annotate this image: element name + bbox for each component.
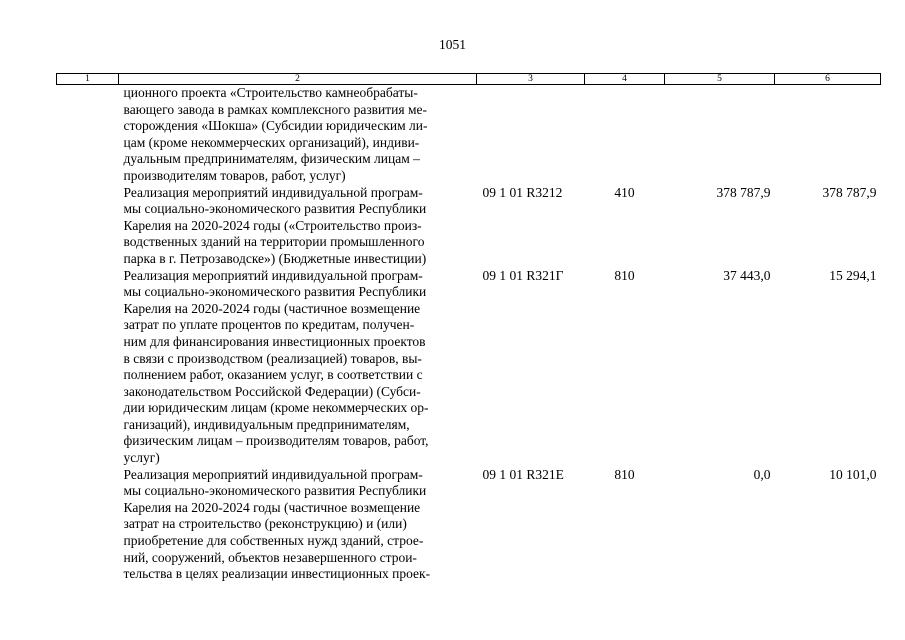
amount-col5-cell: 37 443,0 [723,267,771,283]
amount-col6-cell [775,85,881,185]
table-header-row [57,74,881,85]
description-line: производителям товаров, работ, услуг) [123,167,346,183]
description-line: дии юридическим лицам (кроме некоммерческих ор- [123,400,429,416]
description-line: затрат на строительство (реконструкцию) и (или) [123,516,407,532]
expense-type-cell: 410 [614,184,635,200]
description-line: Реализация мероприятий индивидуальной програм- [123,267,423,283]
description-line: услуг) [123,450,160,466]
description-line: затрат по уплате процентов по кредитам, получен- [123,317,415,333]
column-header-1: 1 [57,74,119,85]
column-header-6: 6 [775,74,881,85]
amount-col5-cell: 0,0 [753,466,771,482]
description-line: Карелия на 2020-2024 годы (частичное возмещение [123,499,421,515]
page-number: 1051 [439,37,466,52]
description-line: законодательством Российской Федерации) (Субси- [123,383,421,399]
description-line: цам (кроме некоммерческих организаций), индиви- [123,134,420,150]
expense-type-cell: 810 [614,466,635,482]
target-code-cell: 09 1 01 R321Г [482,267,564,283]
description-line: полнением работ, оказанием услуг, в соответствии с [123,367,423,383]
description-line: парка в г. Петрозаводске») (Бюджетные инвестиции) [123,250,427,266]
budget-table [56,73,881,583]
column-header-4: 4 [585,74,665,85]
description-line: ним для финансирования инвестиционных проектов [123,333,426,349]
description-line: тельства в целях реализации инвестиционных проек- [123,566,431,582]
description-line: Карелия на 2020-2024 годы («Строительство произ- [123,217,422,233]
description-cell [119,185,477,268]
amount-col5-cell: 378 787,9 [716,184,771,200]
description-line: вающего завода в рамках комплексного развития ме- [123,101,427,117]
target-code-cell [477,85,585,185]
description-line: Реализация мероприятий индивидуальной програм- [123,466,423,482]
description-line: ционного проекта «Строительство камнеобрабаты- [123,85,418,100]
column-header-3: 3 [477,74,585,85]
row-number-cell [57,268,119,467]
description-line: мы социально-экономического развития Республики [123,483,427,499]
table-row [57,85,881,185]
table-row [57,185,881,268]
description-cell [119,467,477,583]
description-line: мы социально-экономического развития Республики [123,284,427,300]
amount-col5-cell [665,85,775,185]
expense-type-cell: 810 [614,267,635,283]
description-line: водственных зданий на территории промышленного [123,234,425,250]
target-code-cell: 09 1 01 R3212 [482,184,563,200]
amount-col6-cell: 378 787,9 [822,184,877,200]
description-cell [119,268,477,467]
table-row [57,467,881,583]
description-line: Карелия на 2020-2024 годы (частичное возмещение [123,300,421,316]
description-line: в связи с производством (реализацией) товаров, вы- [123,350,422,366]
description-line: ганизаций), индивидуальным предпринимателям, [123,416,410,432]
amount-col6-cell: 15 294,1 [829,267,877,283]
row-number-cell [57,467,119,583]
target-code-cell: 09 1 01 R321Е [482,466,564,482]
column-header-2: 2 [119,74,477,85]
description-line: сторождения «Шокша» (Субсидии юридическим ли- [123,118,428,134]
description-line: физическим лицам – производителям товаров, работ, [123,433,429,449]
description-line: мы социально-экономического развития Республики [123,201,427,217]
description-line: Реализация мероприятий индивидуальной програм- [123,184,423,200]
column-header-5: 5 [665,74,775,85]
row-number-cell [57,85,119,185]
description-cell [119,85,477,185]
amount-col6-cell: 10 101,0 [829,466,877,482]
description-line: приобретение для собственных нужд зданий, строе- [123,533,424,549]
row-number-cell [57,185,119,268]
description-line: ний, сооружений, объектов незавершенного строи- [123,549,417,565]
expense-type-cell [585,85,665,185]
table-row [57,268,881,467]
description-line: дуальным предпринимателям, физическим лицам – [123,151,420,167]
